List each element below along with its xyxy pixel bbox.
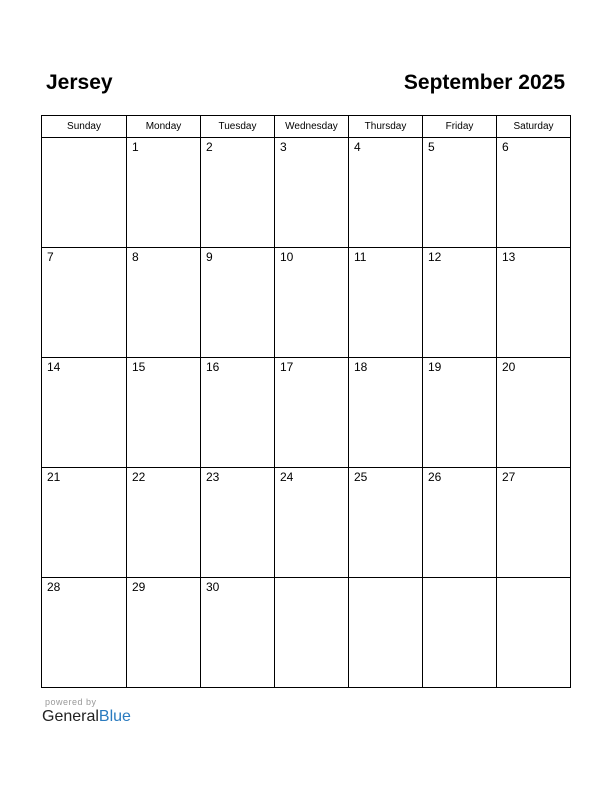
- day-number: [497, 578, 570, 580]
- day-cell: [349, 578, 423, 688]
- region-title: Jersey: [46, 71, 113, 94]
- day-number: 27: [502, 470, 516, 484]
- day-number: 4: [354, 140, 361, 154]
- day-cell: [275, 578, 349, 688]
- day-number: 24: [280, 470, 294, 484]
- day-number: [423, 578, 496, 580]
- day-cell: [275, 248, 349, 358]
- day-number: [42, 138, 126, 140]
- day-cell: [127, 468, 201, 578]
- powered-by-label: powered by: [45, 697, 97, 707]
- day-number: 25: [354, 470, 368, 484]
- day-cell: [127, 358, 201, 468]
- day-cell: [127, 578, 201, 688]
- day-cell: [349, 468, 423, 578]
- day-number: 12: [428, 250, 442, 264]
- day-number: 29: [132, 580, 146, 594]
- day-number: 15: [132, 360, 146, 374]
- day-number: 14: [47, 360, 61, 374]
- day-cell: [423, 248, 497, 358]
- day-number: 21: [47, 470, 61, 484]
- day-cell: [42, 468, 127, 578]
- day-cell: [275, 358, 349, 468]
- day-cell: [497, 578, 571, 688]
- day-number: 7: [47, 250, 54, 264]
- day-number: 30: [206, 580, 220, 594]
- weekday-header-friday: Friday: [423, 116, 497, 138]
- week-row: [42, 468, 571, 578]
- day-cell: [423, 358, 497, 468]
- weekday-header-saturday: Saturday: [497, 116, 571, 138]
- day-cell: [349, 138, 423, 248]
- day-cell: [42, 138, 127, 248]
- day-cell: [497, 468, 571, 578]
- day-number: 10: [280, 250, 294, 264]
- week-row: [42, 248, 571, 358]
- day-cell: [127, 248, 201, 358]
- day-cell: [497, 358, 571, 468]
- day-number: 23: [206, 470, 220, 484]
- week-row: [42, 358, 571, 468]
- weekday-header-wednesday: Wednesday: [275, 116, 349, 138]
- day-cell: [275, 468, 349, 578]
- day-cell: [42, 358, 127, 468]
- day-cell: [423, 138, 497, 248]
- weekday-header-tuesday: Tuesday: [201, 116, 275, 138]
- day-cell: [497, 248, 571, 358]
- day-number: 28: [47, 580, 61, 594]
- day-number: 1: [132, 140, 139, 154]
- day-number: 13: [502, 250, 516, 264]
- month-title: September 2025: [403, 71, 565, 94]
- day-number: 6: [502, 140, 509, 154]
- day-number: 9: [206, 250, 213, 264]
- day-number: 18: [354, 360, 368, 374]
- day-cell: [201, 578, 275, 688]
- day-cell: [349, 248, 423, 358]
- day-cell: [349, 358, 423, 468]
- logo-text-general: General: [42, 708, 99, 725]
- day-cell: [497, 138, 571, 248]
- day-number: [275, 578, 348, 580]
- day-number: 2: [206, 140, 213, 154]
- day-cell: [201, 248, 275, 358]
- day-number: 26: [428, 470, 442, 484]
- day-number: [349, 578, 422, 580]
- day-cell: [201, 358, 275, 468]
- day-number: 3: [280, 140, 287, 154]
- day-number: 5: [428, 140, 435, 154]
- day-number: 22: [132, 470, 146, 484]
- week-row: [42, 138, 571, 248]
- generalblue-logo[interactable]: [42, 708, 131, 726]
- day-cell: [127, 138, 201, 248]
- day-cell: [201, 138, 275, 248]
- calendar-grid: [41, 115, 571, 688]
- day-number: 11: [354, 250, 367, 264]
- day-cell: [42, 578, 127, 688]
- weekday-header-thursday: Thursday: [349, 116, 423, 138]
- weekday-header-monday: Monday: [127, 116, 201, 138]
- day-cell: [42, 248, 127, 358]
- day-cell: [201, 468, 275, 578]
- logo-text-blue: Blue: [98, 708, 131, 725]
- day-number: 16: [206, 360, 220, 374]
- day-number: 17: [280, 360, 294, 374]
- weekday-header-sunday: Sunday: [42, 116, 127, 138]
- week-row: [42, 578, 571, 688]
- day-number: 20: [502, 360, 516, 374]
- day-cell: [423, 578, 497, 688]
- day-cell: [275, 138, 349, 248]
- day-cell: [423, 468, 497, 578]
- day-number: 8: [132, 250, 139, 264]
- day-number: 19: [428, 360, 442, 374]
